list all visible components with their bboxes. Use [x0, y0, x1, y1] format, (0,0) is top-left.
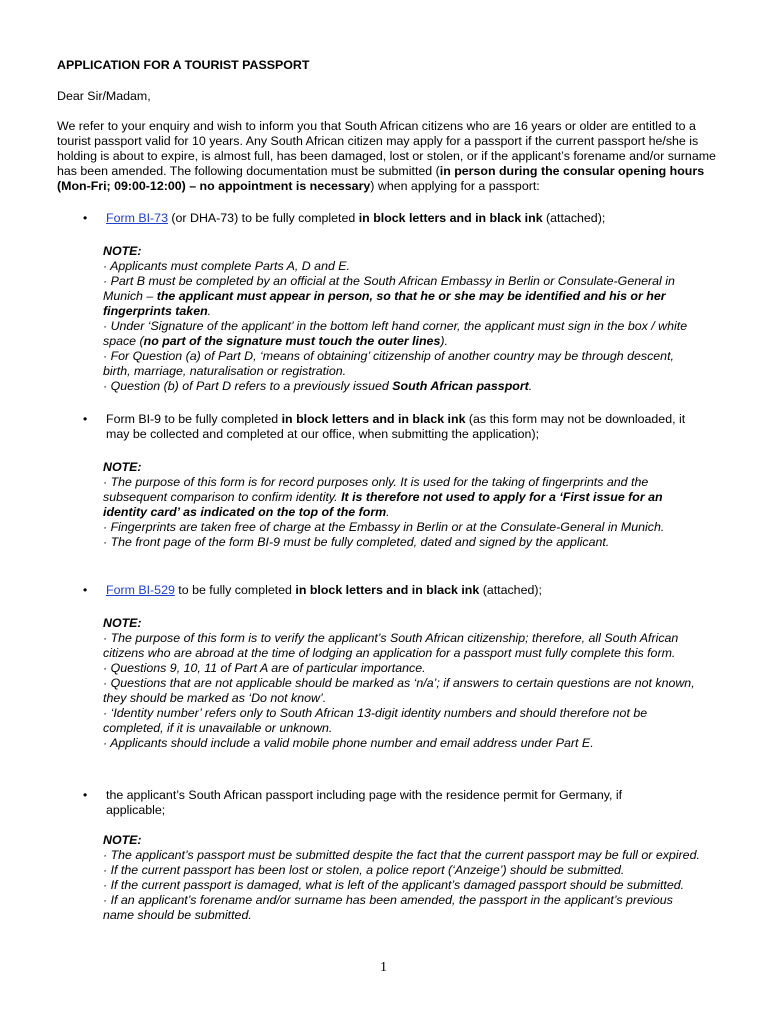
note-line: · The purpose of this form is for record purposes only. It is used for the taking of fingerprints and the subsequent comparison to confirm identity. It is therefore not used to apply for a ‘First issue for an identity card’ as indicated on the top of the form. — [103, 475, 663, 519]
note-line: · The purpose of this form is to verify the applicant’s South African citizenship; therefore, all South African citizens who are abroad at the time of lodging an application for a passport must fully complete this form. — [103, 631, 679, 660]
note-passport — [103, 833, 703, 923]
note-line: · Question (b) of Part D refers to a previously issued South African passport. — [103, 379, 533, 393]
note-line: · If the current passport is damaged, what is left of the applicant’s damaged passport should be submitted. — [103, 878, 685, 892]
note-line: · Applicants must complete Parts A, D and E. — [103, 259, 350, 273]
note-line: · Questions 9, 10, 11 of Part A are of particular importance. — [103, 661, 426, 675]
note-line: · Under ‘Signature of the applicant’ in the bottom left hand corner, the applicant must sign in the box / white space (no part of the signature must touch the outer lines). — [103, 319, 688, 348]
note-bi9 — [103, 460, 703, 550]
bullet-icon: • — [83, 211, 88, 225]
note-line: · Questions that are not applicable should be marked as ‘n/a’; if answers to certain questions are not known, they should be marked as ‘Do not know’. — [103, 676, 695, 705]
list-item-text: Form BI-73 (or DHA-73) to be fully completed in block letters and in black ink (attached); — [106, 211, 606, 225]
list-item-text: Form BI-9 to be fully completed in block letters and in black ink (as this form may not be downloaded, it may be collected and completed at our office, when submitting the application); — [106, 412, 686, 441]
note-line: · The applicant’s passport must be submitted despite the fact that the current passport may be full or expired. — [103, 848, 700, 862]
note-line: · For Question (a) of Part D, ‘means of obtaining’ citizenship of another country may be through descent, birth, marriage, naturalisation or registration. — [103, 349, 674, 378]
note-line: · Fingerprints are taken free of charge at the Embassy in Berlin or at the Consulate-General in Munich. — [103, 520, 665, 534]
form-bi73-link[interactable]: Form BI-73 — [106, 211, 168, 225]
salutation: Dear Sir/Madam, — [57, 89, 151, 103]
note-bi529 — [103, 616, 703, 751]
bullet-icon: • — [83, 788, 88, 802]
bullet-icon: • — [83, 583, 88, 597]
bullet-icon: • — [83, 412, 88, 426]
intro-paragraph: We refer to your enquiry and wish to inform you that South African citizens who are 16 years or older are entitled to a tourist passport valid for 10 years. Any South African citizen may apply for a passport if the current passport he/she is holding is about to expire, is almost full, has been damaged, lost or stolen, or if the applicant’s forename and/or surname has been amended. The following documentation must be submitted (in person during the consular opening hours (Mon-Fri; 09:00-12:00) – no appointment is necessary) when applying for a passport: — [57, 119, 716, 193]
form-bi529-link[interactable]: Form BI-529 — [106, 583, 175, 597]
note-heading: NOTE: — [103, 616, 142, 630]
note-line: · Part B must be completed by an official at the South African Embassy in Berlin or Consulate-General in Munich – the applicant must appear in person, so that he or she may be identified and his or her fingerprints taken. — [103, 274, 675, 318]
note-line: · If the current passport has been lost or stolen, a police report (‘Anzeige’) should be submitted. — [103, 863, 625, 877]
list-item-text: the applicant’s South African passport including page with the residence permit for Germany, if applicable; — [106, 788, 623, 817]
note-heading: NOTE: — [103, 244, 142, 258]
note-bi73 — [103, 244, 703, 394]
note-line: · ‘Identity number’ refers only to South African 13-digit identity numbers and should therefore not be completed, if it is unavailable or unknown. — [103, 706, 648, 735]
note-line: · Applicants should include a valid mobile phone number and email address under Part E. — [103, 736, 594, 750]
note-line: · If an applicant’s forename and/or surname has been amended, the passport in the applicant’s previous name should be submitted. — [103, 893, 673, 922]
list-item-text: Form BI-529 to be fully completed in block letters and in black ink (attached); — [106, 583, 542, 597]
page-number: 1 — [380, 960, 387, 975]
note-line: · The front page of the form BI-9 must be fully completed, dated and signed by the applicant. — [103, 535, 610, 549]
note-heading: NOTE: — [103, 833, 142, 847]
note-heading: NOTE: — [103, 460, 142, 474]
document-title: APPLICATION FOR A TOURIST PASSPORT — [57, 58, 310, 72]
